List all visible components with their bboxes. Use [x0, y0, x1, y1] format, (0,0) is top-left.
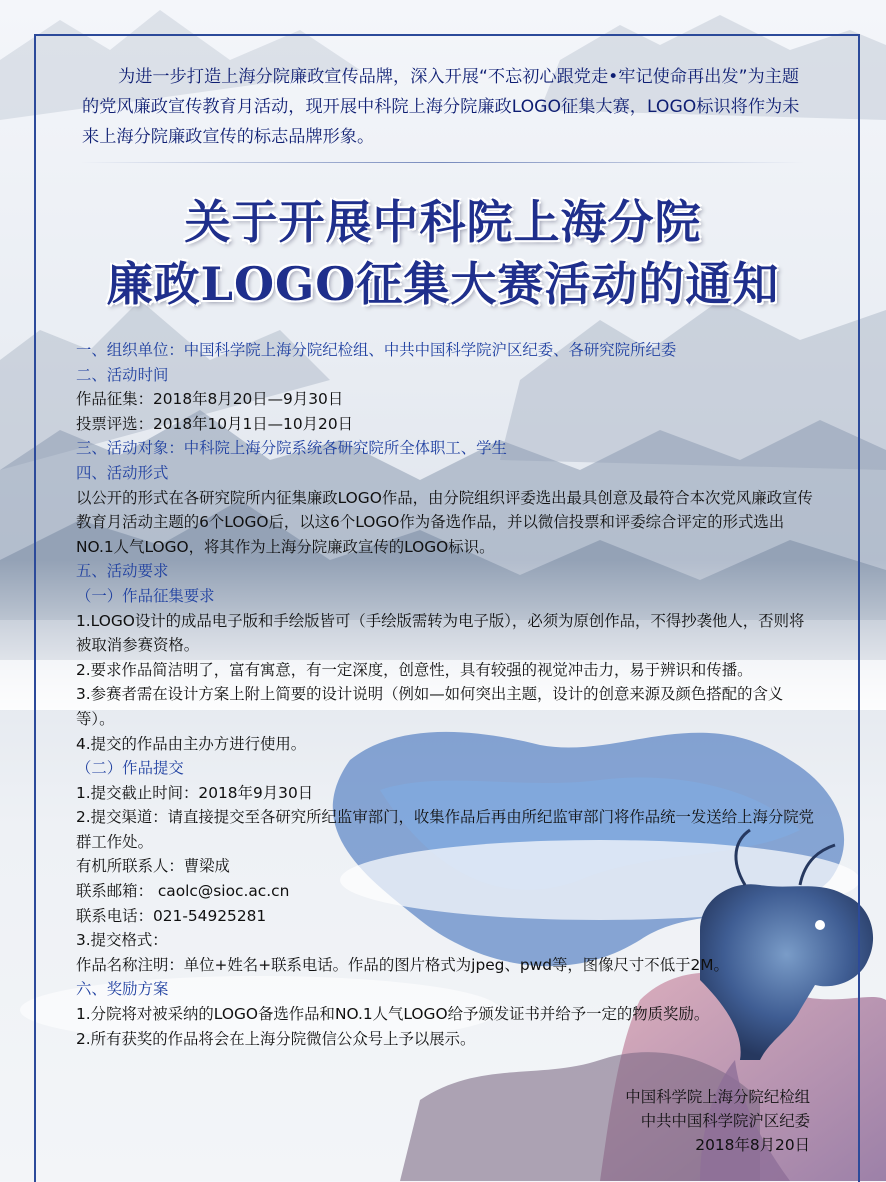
contact-person: 有机所联系人：曹梁成 [76, 857, 230, 876]
section-requirements-heading: 五、活动要求 [76, 562, 169, 581]
intro-text: 为进一步打造上海分院廉政宣传品牌，深入开展“不忘初心跟党走•牢记使命再出发”为主题的党风廉政宣传教育月活动，现开展中科院上海分院廉政LOGO征集大赛，LOGO标识将作为未来上海分院廉政宣传的标志品牌形象。 [82, 67, 800, 147]
signature-org-2: 中共中国科学院沪区纪委 [640, 1112, 810, 1130]
intro-paragraph [82, 62, 802, 152]
contact-phone: 联系电话：021-54925281 [76, 906, 267, 925]
form-text: 以公开的形式在各研究院所内征集廉政LOGO作品，由分院组织评委选出最具创意及最符合本次党风廉政宣传教育月活动主题的6个LOGO后，以这6个LOGO作为备选作品，并以微信投票和评委综合评定的形式选出NO.1人气LOGO，将其作为上海分院廉政宣传的LOGO标识。 [76, 488, 813, 556]
contact-email: 联系邮箱： caolc@sioc.ac.cn [76, 882, 290, 901]
requirement-item-2: 2.要求作品简洁明了，富有寓意，有一定深度，创意性，具有较强的视觉冲击力，易于辨识和传播。 [76, 660, 753, 679]
signature-block [510, 1085, 810, 1157]
requirement-item-4: 4.提交的作品由主办方进行使用。 [76, 734, 307, 753]
section-organizer: 一、组织单位：中国科学院上海分院纪检组、中共中国科学院沪区纪委、各研究院所纪委 [76, 341, 677, 359]
reward-item-2: 2.所有获奖的作品将会在上海分院微信公众号上予以展示。 [76, 1029, 476, 1048]
requirement-item-3: 3.参赛者需在设计方案上附上简要的设计说明（例如—如何突出主题，设计的创意来源及颜色搭配的含义等）。 [76, 685, 784, 728]
time-vote: 投票评选：2018年10月1日—10月20日 [76, 414, 354, 433]
section-time-heading: 二、活动时间 [76, 365, 169, 384]
signature-date: 2018年8月20日 [695, 1136, 810, 1154]
section-audience: 三、活动对象：中科院上海分院系统各研究院所全体职工、学生 [76, 439, 507, 458]
title-line-2: 廉政LOGO征集大赛活动的通知 [106, 257, 780, 311]
requirement-item-1: 1.LOGO设计的成品电子版和手绘版皆可（手绘版需转为电子版），必须为原创作品，不得抄袭他人，否则将被取消参赛资格。 [76, 611, 805, 655]
submit-deadline: 1.提交截止时间：2018年9月30日 [76, 783, 314, 802]
subsection-submission: （二）作品提交 [76, 759, 184, 778]
divider [80, 162, 804, 163]
section-form-heading: 四、活动形式 [76, 463, 169, 482]
title-line-1: 关于开展中科院上海分院 [184, 195, 702, 249]
section-reward-heading: 六、奖励方案 [76, 980, 169, 999]
reward-item-1: 1.分院将对被采纳的LOGO备选作品和NO.1人气LOGO给予颁发证书并给予一定的物质奖励。 [76, 1005, 710, 1024]
submit-format: 3.提交格式： [76, 931, 168, 950]
submit-channel: 2.提交渠道：请直接提交至各研究所纪监审部门，收集作品后再由所纪监审部门将作品统一发送给上海分院党群工作处。 [76, 808, 815, 851]
signature-org-1: 中国科学院上海分院纪检组 [625, 1088, 810, 1106]
format-text: 作品名称注明：单位+姓名+联系电话。作品的图片格式为jpeg、pwd等，图像尺寸不低于2M。 [76, 955, 729, 974]
subsection-collection: （一）作品征集要求 [76, 586, 215, 605]
time-collect: 作品征集：2018年8月20日—9月30日 [76, 390, 344, 409]
notice-body [76, 338, 816, 1051]
